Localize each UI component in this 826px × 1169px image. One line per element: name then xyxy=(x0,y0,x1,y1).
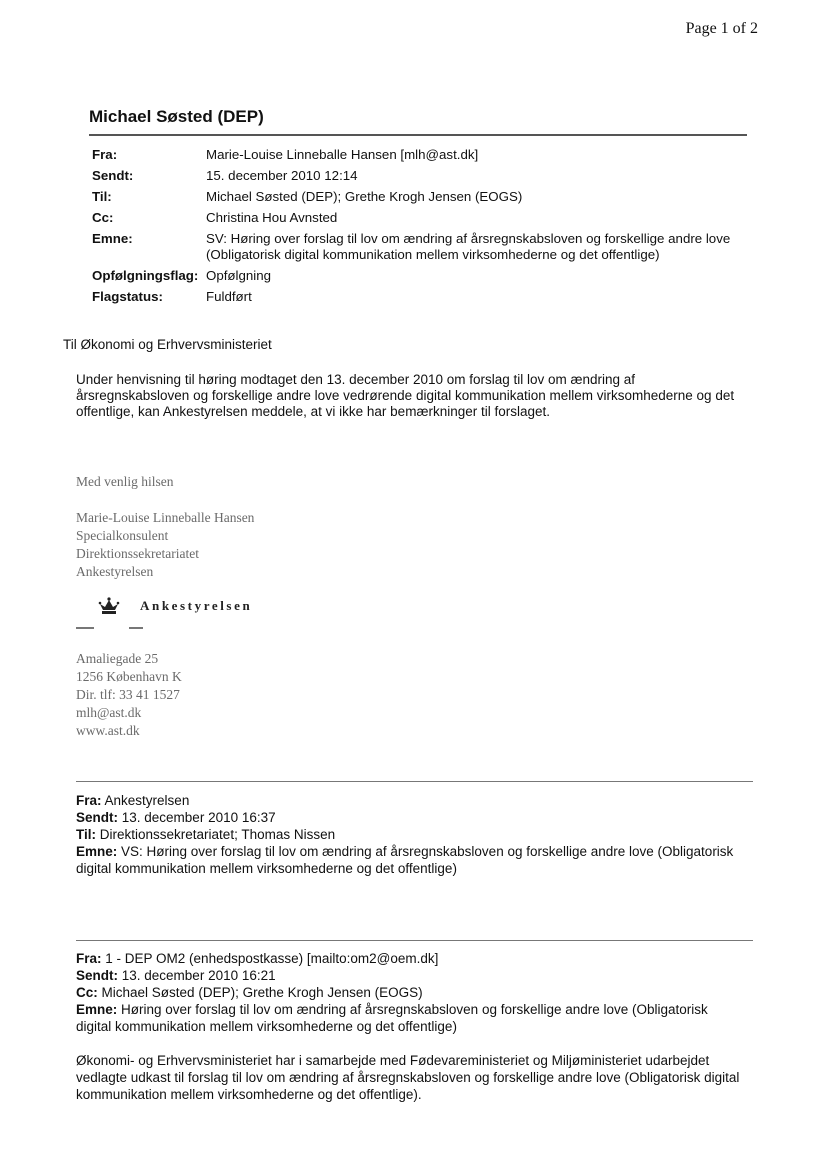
forward2-cc: Michael Søsted (DEP); Grethe Krogh Jensen (EOGS) xyxy=(101,985,423,1000)
forward1-subject: VS: Høring over forslag til lov om ændring af årsregnskabsloven og forskellige andre love (Obligatorisk digital kommunikation mellem virksomhederne og det offentlige) xyxy=(76,844,734,876)
header-label: Flagstatus: xyxy=(92,289,163,304)
logo-underline xyxy=(76,627,94,629)
forward2-divider xyxy=(76,940,753,941)
forward2-cc-label: Cc: xyxy=(76,985,98,1000)
forward2-body: Økonomi- og Erhvervsministeriet har i samarbejde med Fødevareministeriet og Miljøministeriet udarbejdet vedlagte udkast til forslag til lov om ændring af årsregnskabsloven og forskellige andre love (Obligatorisk digital kommunikation mellem virksomhederne og det offentlige). xyxy=(76,1053,740,1102)
salutation: Til Økonomi og Erhvervsministeriet xyxy=(63,337,272,352)
forward1-divider xyxy=(76,781,753,782)
direct-phone: Dir. tlf: 33 41 1527 xyxy=(76,687,180,702)
forward1-header xyxy=(76,792,741,877)
header-row-flag-status xyxy=(92,289,742,305)
signature-name: Marie-Louise Linneballe Hansen xyxy=(76,510,255,525)
signature-title: Specialkonsulent xyxy=(76,528,169,543)
forward2-sent: 13. december 2010 16:21 xyxy=(121,968,276,983)
page-number: Page 1 of 2 xyxy=(685,20,758,37)
header-label: Emne: xyxy=(92,231,133,246)
forward1-subject-label: Emne: xyxy=(76,844,118,859)
mailbox-owner-title: Michael Søsted (DEP) xyxy=(89,107,264,126)
signature-web-link[interactable]: www.ast.dk xyxy=(76,723,140,738)
forward1-from: Ankestyrelsen xyxy=(104,793,190,808)
header-value: Christina Hou Avnsted xyxy=(206,210,338,225)
header-value: Opfølgning xyxy=(206,268,272,283)
organization-logo xyxy=(98,596,252,616)
signature-department: Direktionssekretariatet xyxy=(76,546,199,561)
signature-greeting: Med venlig hilsen xyxy=(76,474,174,489)
signature-email-link[interactable]: mlh@ast.dk xyxy=(76,705,142,720)
header-value: Marie-Louise Linneballe Hansen [mlh@ast.dk] xyxy=(206,147,479,162)
header-row-from xyxy=(92,147,742,163)
header-value: SV: Høring over forslag til lov om ændring af årsregnskabsloven og forskellige andre love (Obligatorisk digital kommunikation mellem virksomhederne og det offentlige) xyxy=(206,231,731,262)
address-city: 1256 København K xyxy=(76,669,182,684)
forward2-subject: Høring over forslag til lov om ændring af årsregnskabsloven og forskellige andre love (Obligatorisk digital kommunikation mellem virksomhederne og det offentlige) xyxy=(76,1002,708,1034)
forward2-header xyxy=(76,950,741,1035)
forward1-sent-label: Sendt: xyxy=(76,810,118,825)
header-label: Opfølgningsflag: xyxy=(92,268,199,283)
logo-underline xyxy=(129,627,143,629)
header-divider xyxy=(89,134,747,136)
header-row-followup-flag xyxy=(92,268,742,284)
crown-icon xyxy=(98,596,120,616)
header-value: Fuldført xyxy=(206,289,252,304)
forward1-to-label: Til: xyxy=(76,827,96,842)
header-label: Fra: xyxy=(92,147,118,162)
header-label: Til: xyxy=(92,189,112,204)
header-row-subject xyxy=(92,231,742,263)
logo-wordmark: Ankestyrelsen xyxy=(140,598,253,613)
header-row-sent xyxy=(92,168,742,184)
forward2-from: 1 - DEP OM2 (enhedspostkasse) [mailto:om2@oem.dk] xyxy=(105,951,439,966)
header-label: Sendt: xyxy=(92,168,134,183)
body-paragraph: Under henvisning til høring modtaget den 13. december 2010 om forslag til lov om ændring af årsregnskabsloven og forskellige andre love vedrørende digital kommunikation mellem virksomhederne og det offentlige, kan Ankestyrelsen meddele, at vi ikke har bemærkninger til forslaget. xyxy=(76,372,735,419)
forward2-subject-label: Emne: xyxy=(76,1002,118,1017)
header-row-to xyxy=(92,189,742,205)
header-value: Michael Søsted (DEP); Grethe Krogh Jensen (EOGS) xyxy=(206,189,523,204)
header-label: Cc: xyxy=(92,210,114,225)
signature-organization: Ankestyrelsen xyxy=(76,564,154,579)
header-value: 15. december 2010 12:14 xyxy=(206,168,358,183)
address-street: Amaliegade 25 xyxy=(76,651,159,666)
forward1-sent: 13. december 2010 16:37 xyxy=(121,810,276,825)
forward2-from-label: Fra: xyxy=(76,951,102,966)
forward1-from-label: Fra: xyxy=(76,793,102,808)
email-header xyxy=(92,147,742,310)
forward1-to: Direktionssekretariatet; Thomas Nissen xyxy=(99,827,336,842)
forward2-sent-label: Sendt: xyxy=(76,968,118,983)
header-row-cc xyxy=(92,210,742,226)
